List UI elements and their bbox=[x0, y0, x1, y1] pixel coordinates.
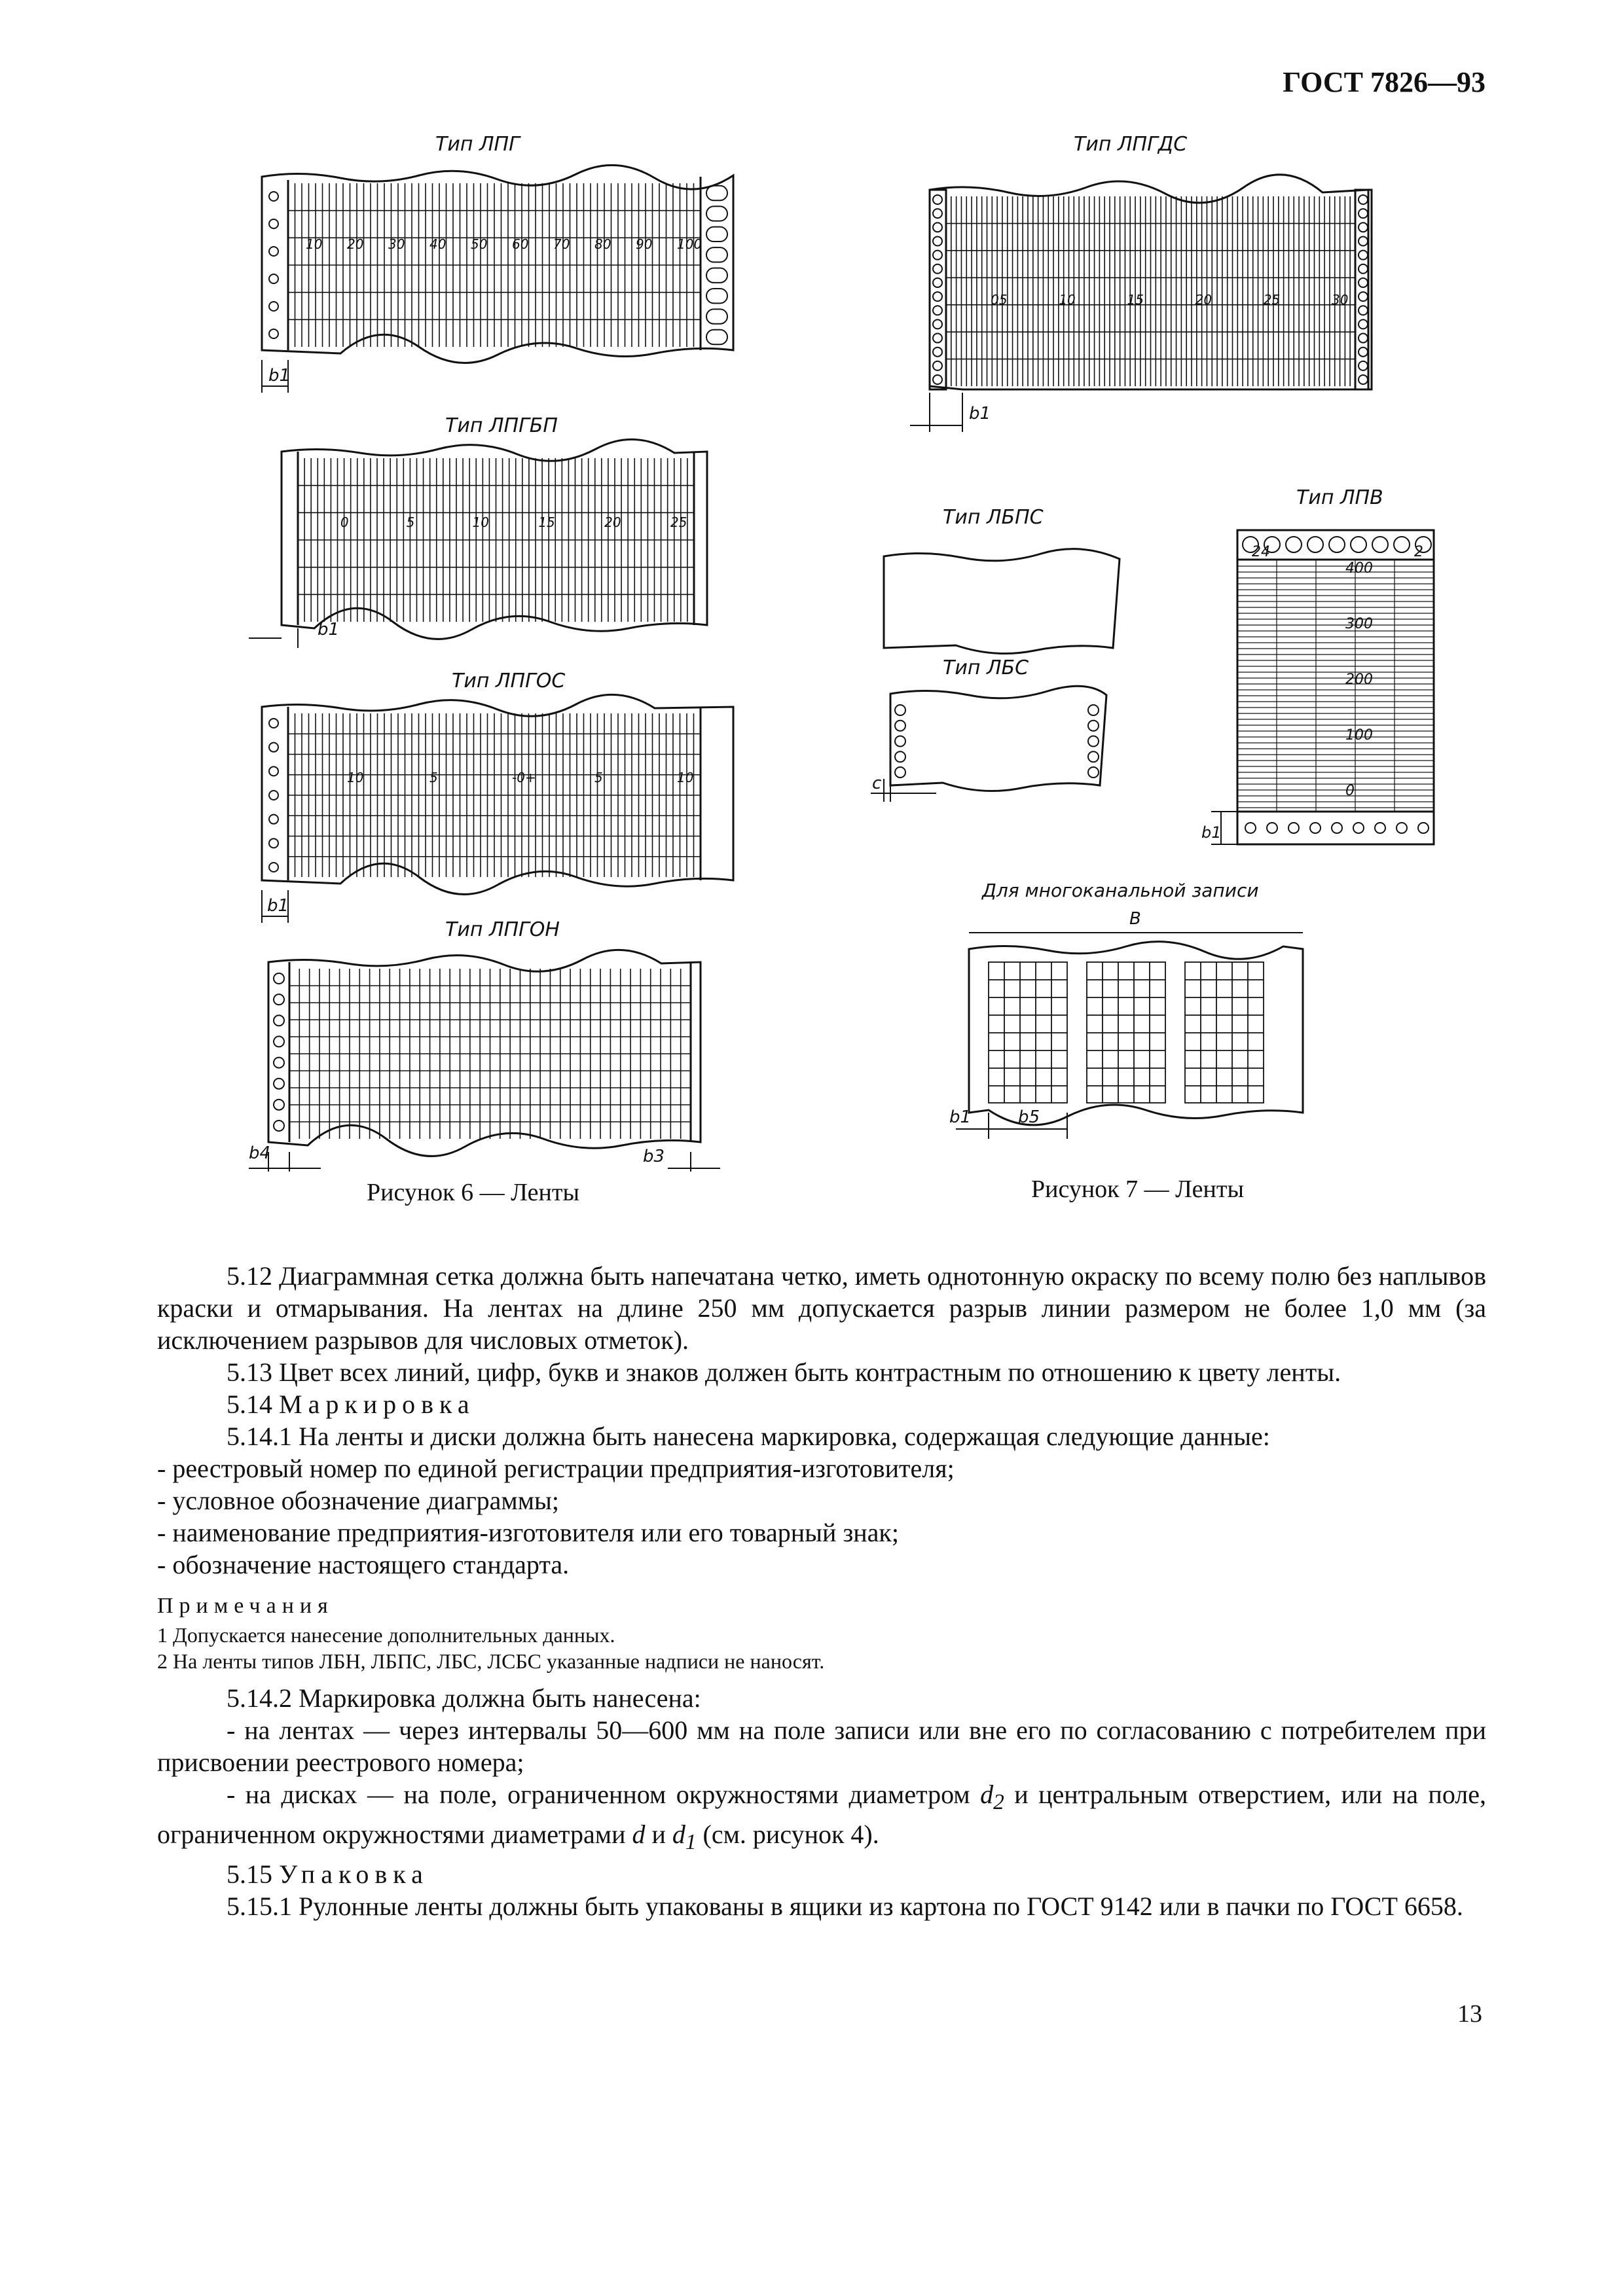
scale-label: 25 bbox=[1263, 292, 1281, 308]
perforation-hole bbox=[1359, 195, 1368, 204]
perforation-hole bbox=[274, 994, 284, 1005]
perforation-hole bbox=[895, 705, 905, 715]
perforation-hole bbox=[1359, 264, 1368, 274]
perforation-hole bbox=[1267, 823, 1277, 833]
perforation-hole bbox=[1359, 223, 1368, 232]
notes-title: Примечания bbox=[157, 1594, 334, 1618]
para-5-12: 5.12 Диаграммная сетка должна быть напечатана четко, иметь однотонную окраску по всему полю без наплывов краски и отмарывания. На лентах на длине 250 мм допускается разрыв линии размером не более 1,0 мм (за исключением разрывов для числовых отметок). bbox=[157, 1261, 1486, 1355]
lpgbp-dim-b1: b1 bbox=[318, 620, 340, 639]
scale-label: 5 bbox=[429, 770, 438, 785]
perforation-hole bbox=[269, 838, 278, 848]
multichannel-title: Для многоканальной записи bbox=[982, 880, 1259, 901]
symbol-d2-letter: d bbox=[980, 1780, 994, 1809]
scale-label: 300 bbox=[1345, 616, 1373, 632]
list-item: - условное обозначение диаграммы; bbox=[157, 1486, 560, 1515]
perforation-hole bbox=[1375, 823, 1385, 833]
para-5-15-1: 5.15.1 Рулонные ленты должны быть упакованы в ящики из картона по ГОСТ 9142 или в пачки по ГОСТ 6658. bbox=[227, 1892, 1463, 1921]
scale-label: 0 bbox=[340, 514, 349, 530]
perforation-hole bbox=[895, 721, 905, 731]
scale-label: 100 bbox=[677, 236, 702, 252]
perforation-hole bbox=[1088, 736, 1099, 747]
lpgon-dim-b4: b4 bbox=[249, 1143, 271, 1163]
perforation-hole bbox=[1359, 251, 1368, 260]
perforation-hole bbox=[1359, 278, 1368, 287]
perforation-hole bbox=[895, 736, 905, 747]
perforation-hole bbox=[933, 375, 942, 384]
perforation-hole bbox=[1245, 823, 1256, 833]
tape-lpgos-title: Тип ЛПГОС bbox=[452, 670, 566, 692]
perforation-hole bbox=[933, 292, 942, 301]
perforation-hole bbox=[1088, 751, 1099, 762]
perforation-hole bbox=[1359, 292, 1368, 301]
scale-label: 60 bbox=[512, 236, 529, 252]
page-number: 13 bbox=[1457, 2000, 1482, 2028]
perforation-hole bbox=[269, 863, 278, 872]
perforation-hole bbox=[269, 302, 278, 311]
perforation-hole bbox=[1359, 334, 1368, 343]
section-5-15 bbox=[157, 1858, 1486, 1890]
lpgds-dim-b1: b1 bbox=[969, 404, 991, 423]
tape-lpgds-title: Тип ЛПГДС bbox=[1074, 133, 1188, 156]
tape-lpg-title: Тип ЛПГ bbox=[435, 133, 520, 156]
tape-lpgbp bbox=[249, 414, 707, 648]
scale-label: 30 bbox=[1332, 292, 1349, 308]
scale-label: 20 bbox=[604, 514, 621, 530]
tape-lbs-title: Тип ЛБС bbox=[943, 656, 1029, 679]
list-item: - наименование предприятия-изготовителя или его товарный знак; bbox=[157, 1518, 899, 1547]
scale-label: 15 bbox=[538, 514, 555, 530]
scale-label: 20 bbox=[1195, 292, 1213, 308]
tape-lbs bbox=[871, 656, 1106, 802]
scale-label: 5 bbox=[594, 770, 603, 785]
lbs-dim-c: c bbox=[872, 774, 882, 793]
section-5-15-title: Упаковка bbox=[279, 1859, 429, 1889]
note-1: 1 Допускается нанесение дополнительных данных. bbox=[157, 1623, 615, 1647]
perforation-hole bbox=[933, 361, 942, 370]
perforation-hole bbox=[1088, 721, 1099, 731]
perforation-hole bbox=[269, 219, 278, 228]
perforation-hole bbox=[706, 227, 727, 242]
perforation-hole bbox=[895, 751, 905, 762]
perforation-hole bbox=[269, 791, 278, 800]
perforation-hole bbox=[933, 209, 942, 218]
scale-label: 80 bbox=[594, 236, 611, 252]
tape-lpv bbox=[1201, 486, 1434, 844]
symbol-d1-sub: 1 bbox=[685, 1830, 697, 1854]
perforation-hole bbox=[269, 274, 278, 283]
tape-lpgon bbox=[249, 918, 720, 1172]
perforation-hole bbox=[706, 330, 727, 344]
tape-multichannel bbox=[949, 880, 1303, 1139]
perforation-hole bbox=[269, 766, 278, 776]
perforation-hole bbox=[274, 1036, 284, 1047]
scale-label: 50 bbox=[471, 236, 488, 252]
hole-mark: 24 bbox=[1252, 544, 1270, 560]
perforation-hole bbox=[1353, 823, 1364, 833]
scale-label: 10 bbox=[677, 770, 694, 785]
figure-7-caption: Рисунок 7 — Ленты bbox=[1031, 1175, 1244, 1203]
lpgos-dim-b1: b1 bbox=[267, 896, 289, 916]
perforation-hole bbox=[269, 743, 278, 752]
list-item: - реестровый номер по единой регистрации предприятия-изготовителя; bbox=[157, 1454, 955, 1483]
perforation-hole bbox=[706, 289, 727, 303]
scale-label: 0 bbox=[1345, 783, 1355, 799]
perforation-hole bbox=[933, 251, 942, 260]
para-5-13: 5.13 Цвет всех линий, цифр, букв и знаков должен быть контрастным по отношению к цвету ленты. bbox=[227, 1357, 1341, 1387]
figure-6 bbox=[249, 124, 746, 1172]
body-text bbox=[157, 1260, 1486, 1922]
perforation-hole bbox=[274, 973, 284, 984]
perforation-hole bbox=[269, 329, 278, 338]
perforation-hole bbox=[1307, 537, 1323, 552]
section-5-14 bbox=[157, 1388, 1486, 1420]
perforation-hole bbox=[706, 309, 727, 323]
section-5-14-title: Маркировка bbox=[279, 1390, 475, 1419]
perforation-hole bbox=[933, 195, 942, 204]
scale-label: 200 bbox=[1345, 672, 1373, 688]
perforation-hole bbox=[274, 1079, 284, 1089]
perforation-hole bbox=[274, 1058, 284, 1068]
lpgon-dim-b3: b3 bbox=[643, 1147, 665, 1166]
perforation-hole bbox=[706, 186, 727, 200]
perforation-hole bbox=[1359, 319, 1368, 329]
perforation-hole bbox=[1359, 306, 1368, 315]
scale-label: 100 bbox=[1345, 727, 1373, 744]
para-disks-and: и bbox=[645, 1820, 672, 1849]
perforation-hole bbox=[1359, 361, 1368, 370]
symbol-d: d bbox=[632, 1820, 646, 1849]
perforation-hole bbox=[933, 264, 942, 274]
figure-6-caption: Рисунок 6 — Ленты bbox=[367, 1179, 579, 1206]
perforation-hole bbox=[1359, 375, 1368, 384]
symbol-d1 bbox=[672, 1820, 697, 1854]
symbol-d1-letter: d bbox=[672, 1820, 685, 1849]
para-disks-part-c: (см. рисунок 4). bbox=[696, 1820, 879, 1849]
scale-label: 90 bbox=[636, 236, 653, 252]
perforation-hole bbox=[933, 278, 942, 287]
para-disks-part-a: - на дисках — на поле, ограниченном окружностями диаметром bbox=[227, 1780, 981, 1809]
perforation-hole bbox=[1088, 767, 1099, 778]
perforation-hole bbox=[933, 348, 942, 357]
perforation-hole bbox=[1088, 705, 1099, 715]
lpg-dim-b1: b1 bbox=[268, 366, 291, 386]
perforation-hole bbox=[1351, 537, 1366, 552]
perforation-hole bbox=[274, 1121, 284, 1131]
multichannel-dim-b5: b5 bbox=[1018, 1107, 1040, 1127]
perforation-hole bbox=[274, 1100, 284, 1110]
perforation-hole bbox=[933, 223, 942, 232]
perforation-hole bbox=[274, 1015, 284, 1026]
scale-label: 5 bbox=[406, 514, 415, 530]
scale-label: 10 bbox=[306, 236, 323, 252]
scale-label: -0+ bbox=[512, 770, 536, 785]
perforation-hole bbox=[1359, 209, 1368, 218]
perforation-hole bbox=[706, 206, 727, 221]
scale-label: 400 bbox=[1345, 560, 1373, 577]
tape-lpgos bbox=[262, 670, 733, 923]
lpv-dim-b1: b1 bbox=[1201, 823, 1222, 842]
para-disks bbox=[157, 1778, 1486, 1858]
hole-mark: 2 bbox=[1414, 544, 1423, 560]
perforation-hole bbox=[706, 268, 727, 283]
perforation-hole bbox=[269, 247, 278, 256]
para-tapes: - на лентах — через интервалы 50—600 мм на поле записи или вне его по согласованию с потребителем при присвоении реестрового номера; bbox=[157, 1715, 1486, 1777]
perforation-hole bbox=[933, 236, 942, 245]
tape-lpgbp-title: Тип ЛПГБП bbox=[445, 414, 558, 437]
tape-lpv-title: Тип ЛПВ bbox=[1296, 486, 1383, 509]
perforation-hole bbox=[933, 334, 942, 343]
scale-label: 25 bbox=[670, 514, 687, 530]
multichannel-dim-b1: b1 bbox=[949, 1107, 972, 1127]
perforation-hole bbox=[269, 719, 278, 728]
perforation-hole bbox=[1310, 823, 1321, 833]
scale-label: 15 bbox=[1127, 292, 1144, 308]
note-2: 2 На ленты типов ЛБН, ЛБПС, ЛБС, ЛСБС указанные надписи не наносят. bbox=[157, 1649, 825, 1673]
perforation-hole bbox=[895, 767, 905, 778]
tape-lpgon-title: Тип ЛПГОН bbox=[445, 918, 560, 941]
multichannel-dim-B: B bbox=[1129, 909, 1141, 929]
perforation-hole bbox=[1288, 823, 1299, 833]
tape-lbps-title: Тип ЛБПС bbox=[943, 506, 1044, 529]
symbol-d2-sub: 2 bbox=[993, 1790, 1004, 1814]
perforation-hole bbox=[269, 192, 278, 201]
perforation-hole bbox=[1286, 537, 1302, 552]
symbol-d2 bbox=[980, 1780, 1004, 1814]
perforation-hole bbox=[1372, 537, 1388, 552]
list-item: - обозначение настоящего стандарта. bbox=[157, 1550, 570, 1579]
perforation-hole bbox=[1396, 823, 1407, 833]
perforation-hole bbox=[269, 815, 278, 824]
perforation-hole bbox=[933, 306, 942, 315]
tape-lpgds bbox=[910, 133, 1372, 432]
section-5-15-number: 5.15 bbox=[227, 1859, 272, 1889]
para-disks-part-b: и центральным отверстием, или на поле, ограниченном окружностями диаметрами bbox=[157, 1780, 1487, 1849]
perforation-hole bbox=[1418, 823, 1429, 833]
scale-label: 70 bbox=[553, 236, 570, 252]
para-5-14-1: 5.14.1 На ленты и диски должна быть нанесена маркировка, содержащая следующие данные: bbox=[227, 1422, 1270, 1451]
scale-label: 30 bbox=[388, 236, 405, 252]
perforation-hole bbox=[1332, 823, 1342, 833]
scale-label: 20 bbox=[347, 236, 364, 252]
perforation-hole bbox=[1329, 537, 1345, 552]
figure-7 bbox=[871, 124, 1460, 1172]
perforation-hole bbox=[933, 319, 942, 329]
scale-label: 10 bbox=[1059, 292, 1076, 308]
tape-lpg bbox=[262, 133, 733, 393]
scale-label: 10 bbox=[472, 514, 489, 530]
scale-label: 40 bbox=[429, 236, 447, 252]
perforation-hole bbox=[1359, 348, 1368, 357]
section-5-14-number: 5.14 bbox=[227, 1390, 272, 1419]
document-header: ГОСТ 7826—93 bbox=[1283, 66, 1486, 98]
perforation-hole bbox=[1359, 236, 1368, 245]
scale-label: 10 bbox=[347, 770, 364, 785]
perforation-hole bbox=[1394, 537, 1410, 552]
perforation-hole bbox=[706, 247, 727, 262]
scale-label: 05 bbox=[991, 292, 1008, 308]
para-5-14-2: 5.14.2 Маркировка должна быть нанесена: bbox=[227, 1683, 701, 1713]
tape-lbps bbox=[884, 506, 1120, 654]
